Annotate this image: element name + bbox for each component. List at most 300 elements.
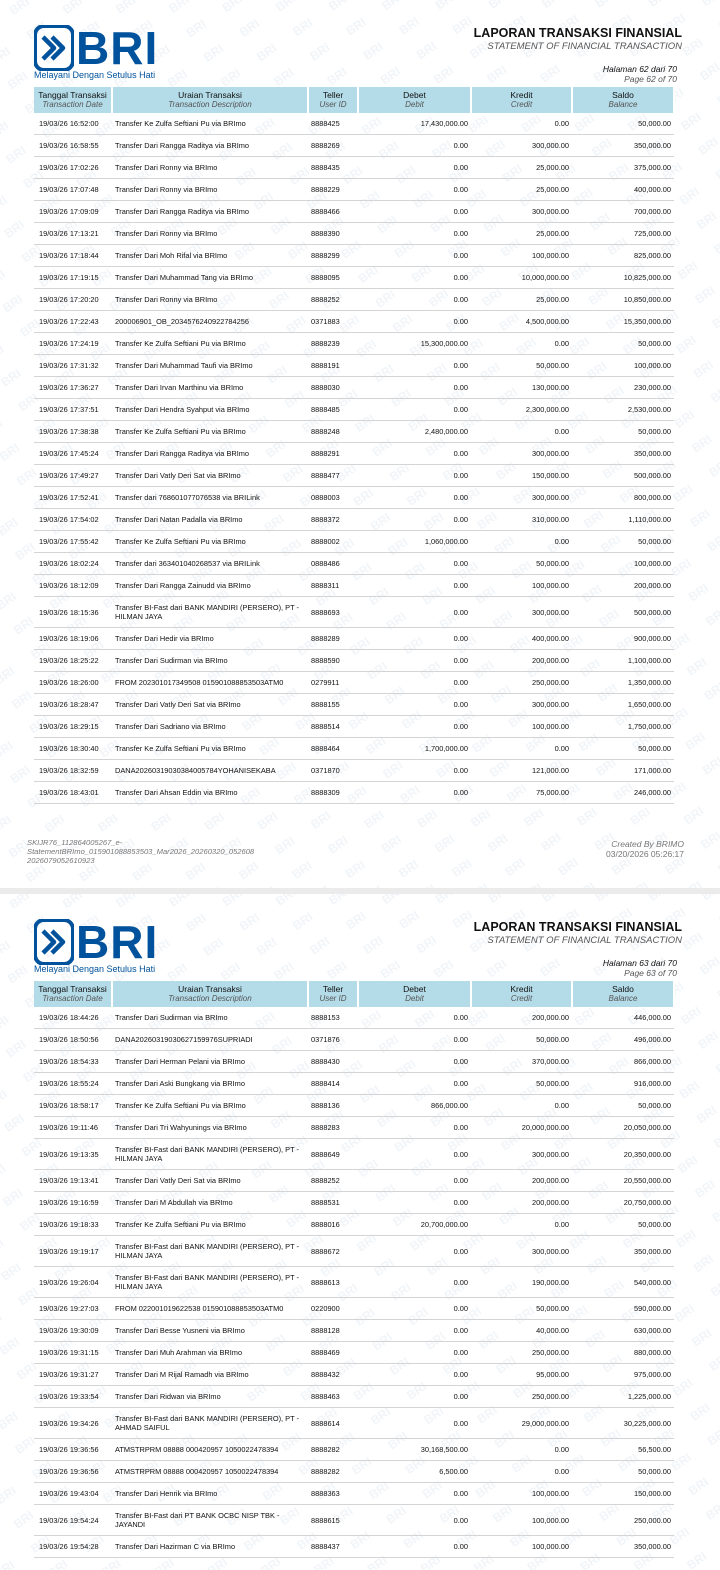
description-cell: Transfer Dari Irvan Marthinu via BRImo [112,377,308,399]
transaction-row [34,267,674,289]
date-cell: 19/03/26 17:38:38 [34,421,112,443]
debit-cell: 0.00 [358,157,471,179]
debit-cell: 866,000.00 [358,1095,471,1117]
column-label-en: Transaction Description [168,994,252,1003]
transaction-row [34,1536,674,1558]
credit-cell: 40,000.00 [471,1320,572,1342]
balance-cell: 1,750,000.00 [572,716,674,738]
description-cell: Transfer Dari Aski Bungkang via BRImo [112,1073,308,1095]
date-cell: 19/03/26 19:34:26 [34,1408,112,1439]
debit-cell: 2,480,000.00 [358,421,471,443]
balance-cell: 880,000.00 [572,1342,674,1364]
transaction-row [34,1408,674,1439]
teller-cell: 8888615 [308,1505,358,1536]
teller-cell: 0220900 [308,1298,358,1320]
transaction-row [34,694,674,716]
description-cell: Transfer Dari Vatly Deri Sat via BRImo [112,465,308,487]
description-cell: 200006901_OB_203457624092278425​6 [112,311,308,333]
credit-cell: 300,000.00 [471,487,572,509]
description-column-header [112,87,308,113]
teller-cell: 8888531 [308,1192,358,1214]
debit-cell: 0.00 [358,465,471,487]
column-label-en: Balance [608,994,638,1003]
balance-cell: 1,650,000.00 [572,694,674,716]
description-cell: Transfer Dari Hazirman C via BRImo [112,1536,308,1558]
teller-cell: 8888590 [308,650,358,672]
transaction-table-body [34,113,674,804]
transaction-row [34,311,674,333]
balance-cell: 350,000.00 [572,443,674,465]
balance-cell: 1,225,000.00 [572,1386,674,1408]
debit-cell: 0.00 [358,311,471,333]
column-label: Teller [322,984,344,994]
column-label: Saldo [612,90,634,100]
balance-cell: 50,000.00 [572,738,674,760]
balance-cell: 246,000.00 [572,782,674,804]
transaction-row [34,628,674,650]
bri-logo-text: BRI [76,22,159,74]
report-title: LAPORAN TRANSAKSI FINANSIAL [473,26,682,40]
description-cell: Transfer BI-Fast dari BANK MANDIRI (PERSERO), PT - AHMAD SAIFUL [112,1408,308,1439]
teller-cell: 8888016 [308,1214,358,1236]
debit-cell: 0.00 [358,1117,471,1139]
teller-cell: 8888136 [308,1095,358,1117]
teller-cell: 0888486 [308,553,358,575]
balance-cell: 15,350,000.00 [572,311,674,333]
description-cell: Transfer Dari Ronny via BRImo [112,179,308,201]
credit-cell: 50,000.00 [471,1298,572,1320]
description-cell: Transfer Dari Hendra Syahput via BRImo [112,399,308,421]
balance-cell: 825,000.00 [572,245,674,267]
transaction-row [34,333,674,355]
date-cell: 19/03/26 17:22:43 [34,311,112,333]
transaction-row [34,1320,674,1342]
description-cell: Transfer Ke Zulfa Seftiani Pu via BRImo [112,1214,308,1236]
date-cell: 19/03/26 19:31:15 [34,1342,112,1364]
date-cell: 19/03/26 17:54:02 [34,509,112,531]
credit-cell: 25,000.00 [471,223,572,245]
debit-cell: 0.00 [358,487,471,509]
column-label: Kredit [510,984,533,994]
debit-cell: 0.00 [358,267,471,289]
balance-cell: 350,000.00 [572,135,674,157]
balance-cell: 630,000.00 [572,1320,674,1342]
date-cell: 19/03/26 19:33:54 [34,1386,112,1408]
balance-cell: 200,000.00 [572,575,674,597]
transaction-row [34,201,674,223]
balance-cell: 496,000.00 [572,1029,674,1051]
column-label: Teller [322,90,344,100]
teller-cell: 8888252 [308,1170,358,1192]
balance-cell: 230,000.00 [572,377,674,399]
transaction-row [34,157,674,179]
bri-tagline: Melayani Dengan Setulus Hati [34,964,156,974]
date-cell: 19/03/26 17:49:27 [34,465,112,487]
created-at: 03/20/2026 05:26:17 [606,849,684,859]
report-subtitle: STATEMENT OF FINANCIAL TRANSACTION [487,935,682,946]
report-subtitle: STATEMENT OF FINANCIAL TRANSACTION [487,41,682,52]
transaction-table-header [34,87,674,113]
transaction-row [34,223,674,245]
description-cell: Transfer Dari Rangga Zainudd via BRImo [112,575,308,597]
date-cell: 19/03/26 18:25:22 [34,650,112,672]
debit-cell: 0.00 [358,553,471,575]
date-cell: 19/03/26 17:31:32 [34,355,112,377]
description-cell: Transfer Dari Vatly Deri Sat via BRImo [112,1170,308,1192]
debit-cell: 0.00 [358,716,471,738]
teller-cell: 0279911 [308,672,358,694]
credit-cell: 25,000.00 [471,157,572,179]
transaction-row [34,782,674,804]
balance-cell: 725,000.00 [572,223,674,245]
teller-cell: 8888435 [308,157,358,179]
transaction-row [34,1236,674,1267]
transaction-table-header [34,981,674,1007]
date-cell: 19/03/26 19:27:03 [34,1298,112,1320]
credit-cell: 150,000.00 [471,465,572,487]
teller-cell: 8888248 [308,421,358,443]
credit-cell: 121,000.00 [471,760,572,782]
description-cell: Transfer Dari Moh Rifal via BRImo [112,245,308,267]
balance-cell: 50,000.00 [572,333,674,355]
balance-cell: 700,000.00 [572,201,674,223]
teller-cell: 8888191 [308,355,358,377]
teller-cell: 8888372 [308,509,358,531]
date-cell: 19/03/26 19:16:59 [34,1192,112,1214]
balance-cell: 250,000.00 [572,1505,674,1536]
page-of-text: Page 63 of 70 [624,968,677,978]
date-cell: 19/03/26 18:26:00 [34,672,112,694]
date-cell: 19/03/26 18:50:56 [34,1029,112,1051]
debit-cell: 0.00 [358,135,471,157]
teller-cell: 8888485 [308,399,358,421]
description-cell: Transfer Dari Ridwan via BRImo [112,1386,308,1408]
credit-cell: 50,000.00 [471,1073,572,1095]
credit-cell: 370,000.00 [471,1051,572,1073]
credit-cell: 100,000.00 [471,1505,572,1536]
date-cell: 19/03/26 17:45:24 [34,443,112,465]
transaction-row [34,1461,674,1483]
transaction-row [34,487,674,509]
teller-cell: 8888672 [308,1236,358,1267]
transaction-row [34,553,674,575]
credit-cell: 130,000.00 [471,377,572,399]
debit-cell: 0.00 [358,201,471,223]
teller-cell: 8888693 [308,597,358,628]
debit-cell: 17,430,000.00 [358,113,471,135]
balance-cell: 1,100,000.00 [572,650,674,672]
date-cell: 19/03/26 17:02:26 [34,157,112,179]
column-label-en: Transaction Date [42,994,103,1003]
teller-cell: 8888155 [308,694,358,716]
balance-cell: 10,850,000.00 [572,289,674,311]
credit-cell: 250,000.00 [471,1342,572,1364]
date-cell: 19/03/26 19:13:35 [34,1139,112,1170]
date-cell: 19/03/26 19:19:17 [34,1236,112,1267]
teller-cell: 8888002 [308,531,358,553]
column-label: Saldo [612,984,634,994]
bri-logo-icon [34,919,74,965]
credit-cell: 2,300,000.00 [471,399,572,421]
debit-cell: 0.00 [358,1386,471,1408]
teller-cell: 8888514 [308,716,358,738]
credit-cell: 100,000.00 [471,716,572,738]
date-cell: 19/03/26 17:19:15 [34,267,112,289]
description-cell: Transfer Dari Ronny via BRImo [112,223,308,245]
teller-cell: 8888282 [308,1461,358,1483]
description-cell: Transfer Dari M Abdullah via BRImo [112,1192,308,1214]
teller-cell: 0888003 [308,487,358,509]
date-cell: 19/03/26 17:55:42 [34,531,112,553]
credit-cell: 0.00 [471,738,572,760]
debit-cell: 0.00 [358,1051,471,1073]
transaction-row [34,1192,674,1214]
credit-cell: 200,000.00 [471,1192,572,1214]
teller-cell: 0371883 [308,311,358,333]
transaction-table [34,981,675,1558]
balance-cell: 800,000.00 [572,487,674,509]
description-cell: Transfer BI-Fast dari BANK MANDIRI (PERSERO), PT - HILMAN JAYA [112,597,308,628]
page-indicator [603,64,677,84]
debit-cell: 1,060,000.00 [358,531,471,553]
date-cell: 19/03/26 19:30:09 [34,1320,112,1342]
column-label-en: Balance [608,100,638,109]
credit-cell: 0.00 [471,1461,572,1483]
balance-cell: 1,110,000.00 [572,509,674,531]
transaction-row [34,113,674,135]
description-cell: ATMSTRPRM 08888 000420957 1050022478394 [112,1461,308,1483]
column-label-en: Debit [405,994,424,1003]
halaman-text: Halaman 62 dari 70 [602,64,677,74]
teller-cell: 8888613 [308,1267,358,1298]
debit-cell: 0.00 [358,1364,471,1386]
credit-cell: 300,000.00 [471,694,572,716]
teller-cell: 8888128 [308,1320,358,1342]
column-label: Tanggal Transaksi [38,984,107,994]
date-cell: 19/03/26 17:37:51 [34,399,112,421]
balance-cell: 56,500.00 [572,1439,674,1461]
description-cell: Transfer Dari Herman Pelani via BRImo [112,1051,308,1073]
credit-cell: 200,000.00 [471,1170,572,1192]
transaction-row [34,1364,674,1386]
balance-column-header [572,87,674,113]
date-cell: 19/03/26 17:18:44 [34,245,112,267]
date-cell: 19/03/26 18:19:06 [34,628,112,650]
header-row [34,87,674,113]
date-cell: 19/03/26 18:30:40 [34,738,112,760]
description-cell: Transfer Dari Rangga Raditya via BRImo [112,443,308,465]
balance-cell: 500,000.00 [572,597,674,628]
balance-cell: 50,000.00 [572,421,674,443]
credit-column-header [471,981,572,1007]
teller-cell: 8888649 [308,1139,358,1170]
debit-cell: 0.00 [358,1267,471,1298]
description-cell: Transfer Ke Zulfa Seftiani Pu via BRImo [112,531,308,553]
column-label: Uraian Transaksi [178,984,242,994]
transaction-row [34,1386,674,1408]
balance-cell: 100,000.00 [572,355,674,377]
credit-cell: 100,000.00 [471,245,572,267]
transaction-row [34,443,674,465]
date-cell: 19/03/26 18:43:01 [34,782,112,804]
column-label-en: Debit [405,100,424,109]
balance-cell: 350,000.00 [572,1236,674,1267]
description-cell: Transfer Dari Muhammad Taufi via BRImo [112,355,308,377]
balance-cell: 350,000.00 [572,1536,674,1558]
description-cell: Transfer Dari Natan Padalla via BRImo [112,509,308,531]
description-cell: Transfer Dari Ronny via BRImo [112,289,308,311]
transaction-row [34,1095,674,1117]
debit-cell: 30,168,500.00 [358,1439,471,1461]
transaction-row [34,1298,674,1320]
description-cell: Transfer Dari Sudirman via BRImo [112,1007,308,1029]
balance-cell: 2,530,000.00 [572,399,674,421]
date-cell: 19/03/26 19:11:46 [34,1117,112,1139]
transaction-row [34,355,674,377]
balance-cell: 975,000.00 [572,1364,674,1386]
teller-cell: 8888282 [308,1439,358,1461]
description-cell: FROM 202301017349508 015901088853503ATM0 [112,672,308,694]
credit-column-header [471,87,572,113]
debit-cell: 0.00 [358,179,471,201]
teller-column-header [308,87,358,113]
column-label-en: Transaction Date [42,100,103,109]
balance-cell: 20,350,000.00 [572,1139,674,1170]
credit-cell: 0.00 [471,1439,572,1461]
teller-cell: 8888283 [308,1117,358,1139]
debit-cell: 20,700,000.00 [358,1214,471,1236]
credit-cell: 10,000,000.00 [471,267,572,289]
description-cell: Transfer Dari Rangga Raditya via BRImo [112,201,308,223]
description-cell: Transfer Ke Zulfa Seftiani Pu via BRImo [112,738,308,760]
debit-cell: 0.00 [358,443,471,465]
debit-cell: 0.00 [358,1342,471,1364]
credit-cell: 300,000.00 [471,1236,572,1267]
transaction-row [34,672,674,694]
transaction-table-body [34,1007,674,1558]
balance-cell: 50,000.00 [572,113,674,135]
credit-cell: 0.00 [471,1214,572,1236]
description-cell: Transfer Dari Hedir via BRImo [112,628,308,650]
transaction-row [34,716,674,738]
credit-cell: 20,000,000.00 [471,1117,572,1139]
debit-cell: 0.00 [358,1236,471,1267]
description-cell: Transfer BI-Fast dari PT BANK OCBC NISP TBK - JAYANDI [112,1505,308,1536]
credit-cell: 0.00 [471,421,572,443]
column-label: Kredit [510,90,533,100]
debit-cell: 0.00 [358,399,471,421]
debit-cell: 0.00 [358,509,471,531]
date-cell: 19/03/26 16:58:55 [34,135,112,157]
date-cell: 19/03/26 18:54:33 [34,1051,112,1073]
date-cell: 19/03/26 18:02:24 [34,553,112,575]
transaction-row [34,1007,674,1029]
report-title: LAPORAN TRANSAKSI FINANSIAL [473,920,682,934]
transaction-row [34,760,674,782]
page-indicator [603,958,677,978]
description-cell: DANA20260319030627159976SUPRIADI [112,1029,308,1051]
date-cell: 19/03/26 19:36:56 [34,1461,112,1483]
balance-cell: 50,000.00 [572,1214,674,1236]
teller-cell: 8888309 [308,782,358,804]
page-of-text: Page 62 of 70 [624,74,677,84]
credit-cell: 25,000.00 [471,289,572,311]
debit-cell: 0.00 [358,694,471,716]
date-cell: 19/03/26 19:18:33 [34,1214,112,1236]
description-cell: Transfer Ke Zulfa Seftiani Pu via BRImo [112,113,308,135]
date-cell: 19/03/26 17:07:48 [34,179,112,201]
credit-cell: 50,000.00 [471,553,572,575]
debit-cell: 0.00 [358,1483,471,1505]
teller-cell: 8888466 [308,201,358,223]
teller-cell: 8888432 [308,1364,358,1386]
description-cell: Transfer Ke Zulfa Seftiani Pu via BRImo [112,421,308,443]
balance-cell: 400,000.00 [572,179,674,201]
credit-cell: 250,000.00 [471,1386,572,1408]
description-cell: Transfer Dari Vatly Deri Sat via BRImo [112,694,308,716]
teller-cell: 8888289 [308,628,358,650]
debit-cell: 0.00 [358,1007,471,1029]
transaction-row [34,575,674,597]
date-cell: 19/03/26 19:54:24 [34,1505,112,1536]
transaction-row [34,1139,674,1170]
teller-cell: 8888469 [308,1342,358,1364]
debit-cell: 0.00 [358,1139,471,1170]
date-cell: 19/03/26 17:24:19 [34,333,112,355]
teller-cell: 8888414 [308,1073,358,1095]
date-column-header [34,981,112,1007]
description-cell: Transfer Dari Henrik via BRImo [112,1483,308,1505]
column-label: Debet [403,984,426,994]
teller-cell: 8888437 [308,1536,358,1558]
transaction-row [34,1342,674,1364]
date-column-header [34,87,112,113]
balance-cell: 10,825,000.00 [572,267,674,289]
date-cell: 19/03/26 19:13:41 [34,1170,112,1192]
credit-cell: 400,000.00 [471,628,572,650]
description-cell: Transfer BI-Fast dari BANK MANDIRI (PERSERO), PT - HILMAN JAYA [112,1236,308,1267]
credit-cell: 200,000.00 [471,650,572,672]
credit-cell: 95,000.00 [471,1364,572,1386]
teller-cell: 8888477 [308,465,358,487]
column-label-en: Credit [510,100,533,109]
balance-column-header [572,981,674,1007]
teller-cell: 8888363 [308,1483,358,1505]
teller-cell: 8888252 [308,289,358,311]
teller-cell: 8888153 [308,1007,358,1029]
debit-cell: 0.00 [358,377,471,399]
teller-cell: 8888299 [308,245,358,267]
description-cell: Transfer Dari Ahsan Eddin via BRImo [112,782,308,804]
transaction-row [34,1483,674,1505]
debit-cell: 6,500.00 [358,1461,471,1483]
balance-cell: 866,000.00 [572,1051,674,1073]
date-cell: 19/03/26 18:58:17 [34,1095,112,1117]
transaction-row [34,1170,674,1192]
description-cell: Transfer BI-Fast dari BANK MANDIRI (PERSERO), PT - HILMAN JAYA [112,1139,308,1170]
transaction-row [34,135,674,157]
teller-cell: 8888390 [308,223,358,245]
transaction-row [34,1117,674,1139]
debit-cell: 0.00 [358,575,471,597]
date-cell: 19/03/26 17:52:41 [34,487,112,509]
balance-cell: 900,000.00 [572,628,674,650]
date-cell: 19/03/26 18:44:26 [34,1007,112,1029]
bri-logo-text: BRI [76,916,159,968]
debit-cell: 0.00 [358,1505,471,1536]
date-cell: 19/03/26 19:31:27 [34,1364,112,1386]
column-label-en: Transaction Description [168,100,252,109]
